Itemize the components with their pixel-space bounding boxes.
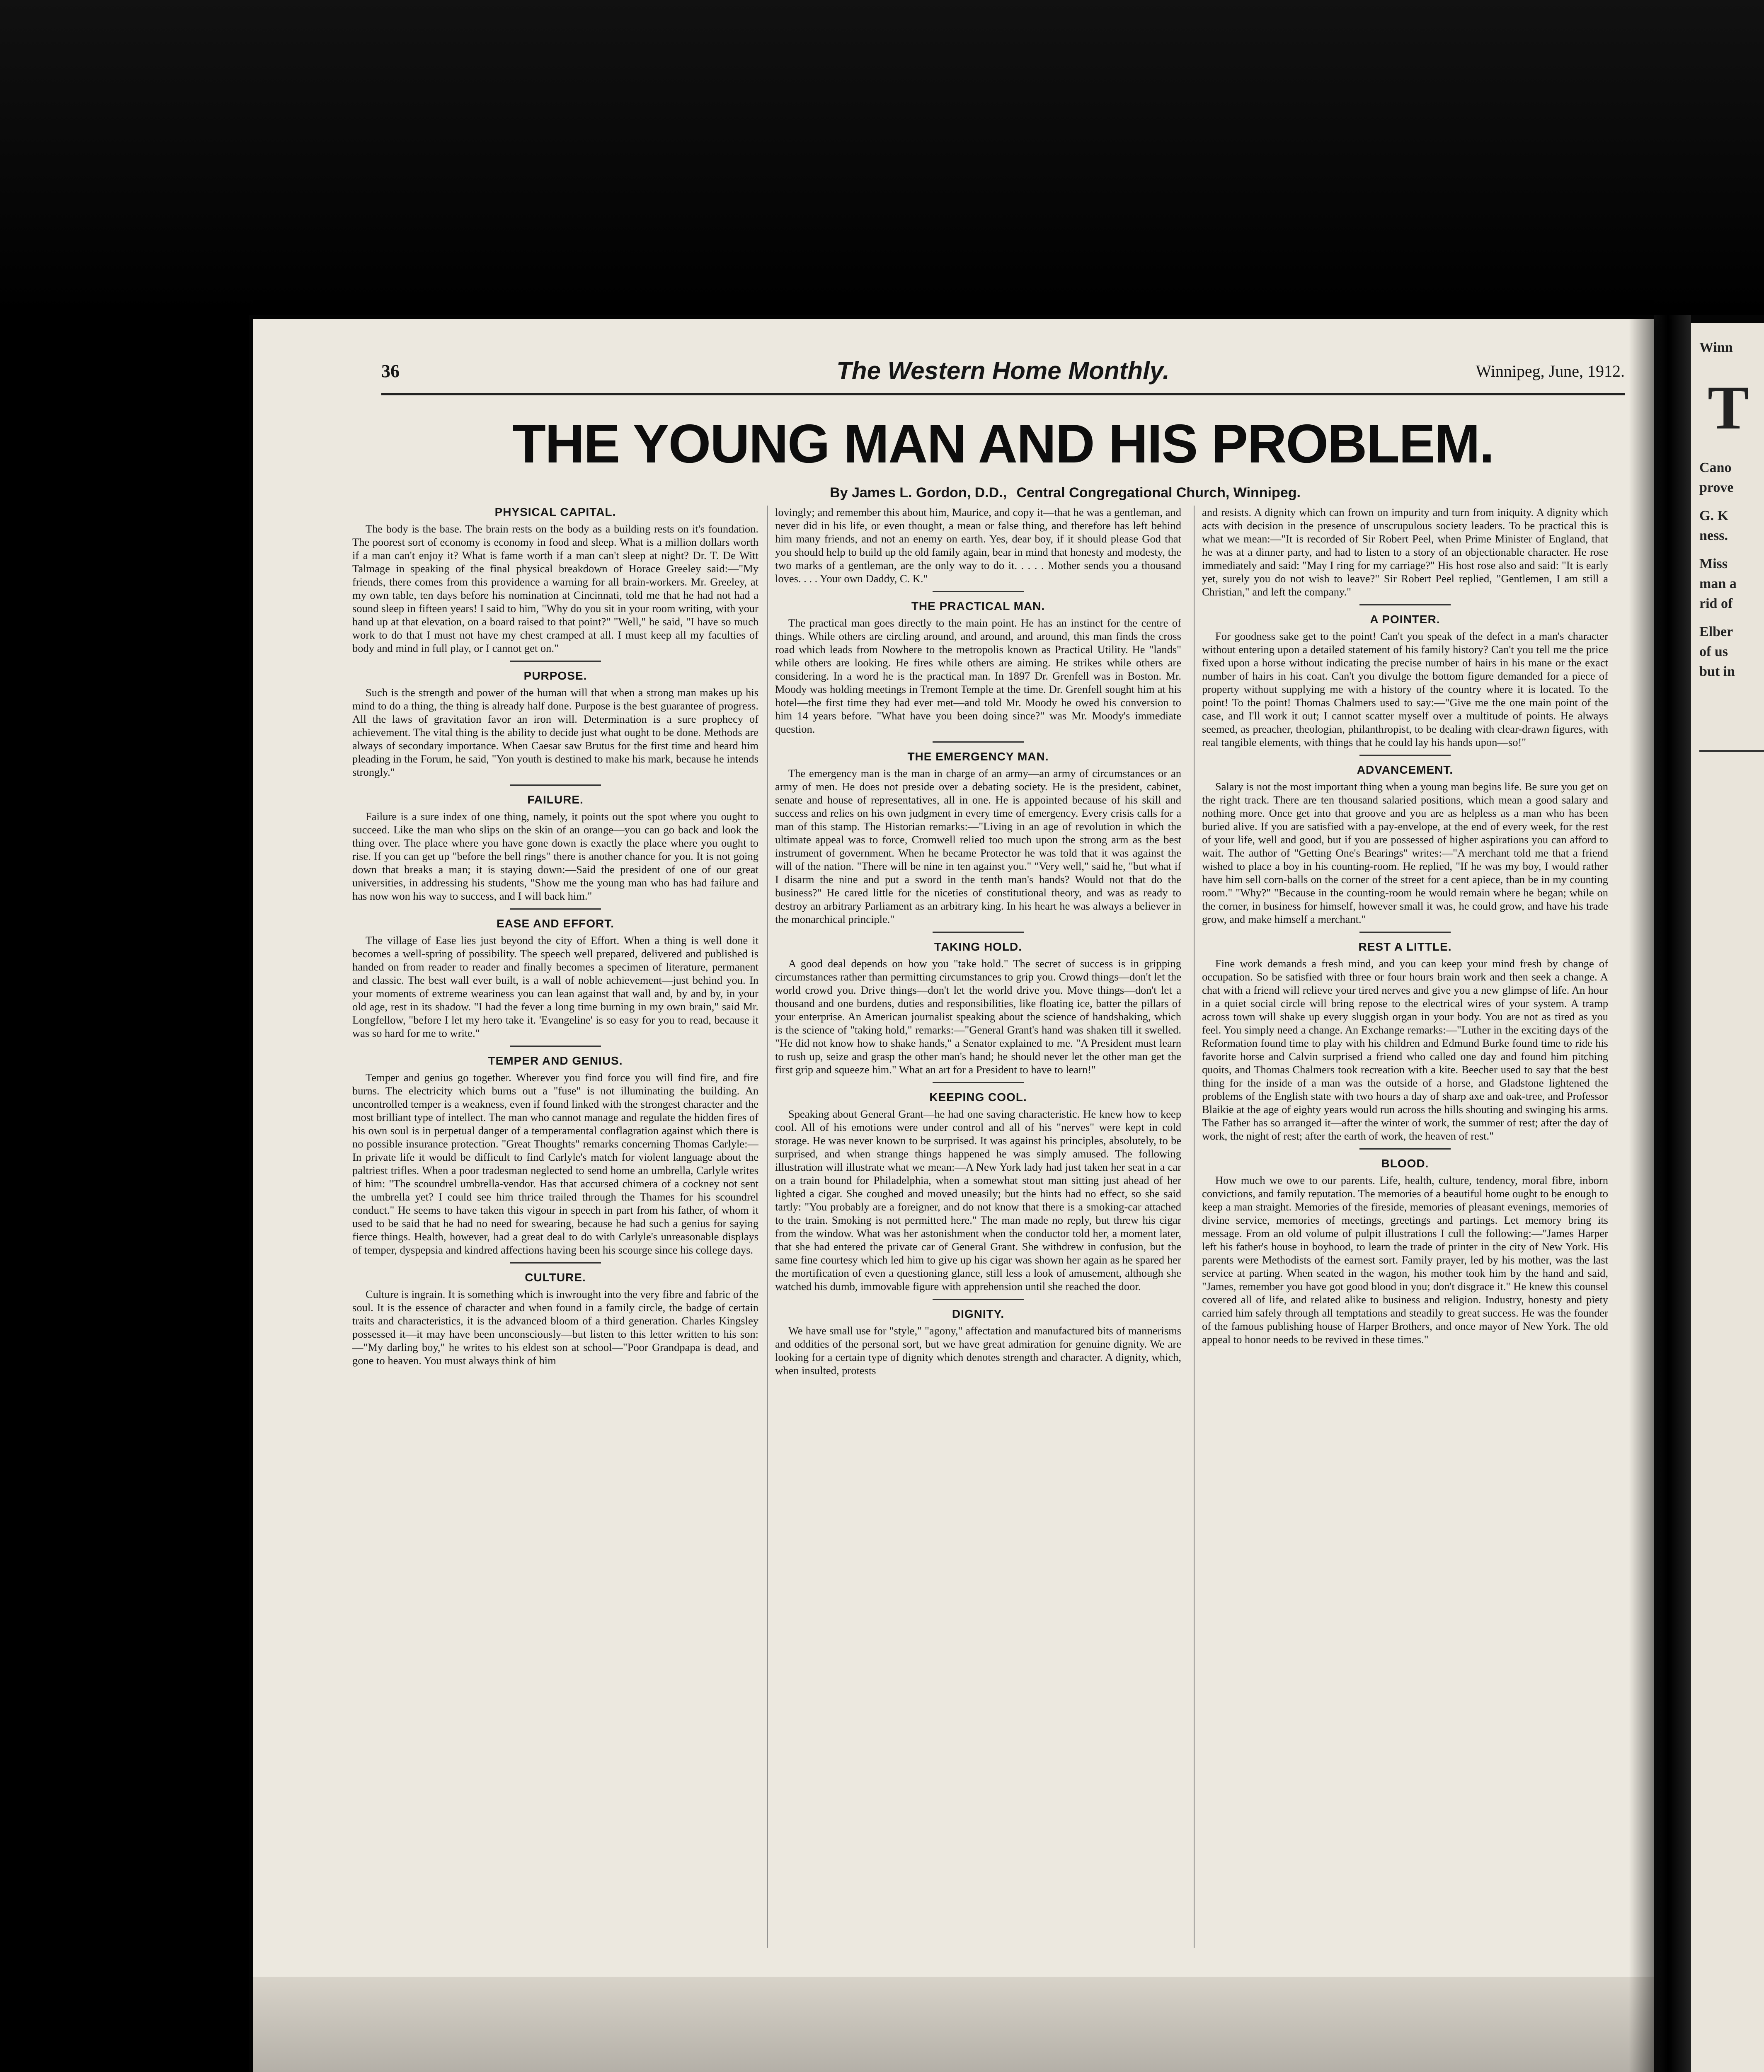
section-paragraph: Failure is a sure index of one thing, namely, it points out the spot where you ought to succeed. Like the man who slips on the skin of an orange—you can go back and look the thing over. The place where you have gone down is exactly the place where you ought to rise. If you can get up "before the bell rings" there is another chance for you. It is not going down that breaks a man; it is staying down:—Said the president of one of our great universities, in addressing his students, "Show me the young man who has had failure and has now won his way to success, and I will back him."	[352, 810, 758, 902]
byline-author: By James L. Gordon, D.D.,	[830, 485, 1007, 501]
section-rule	[1359, 755, 1451, 756]
film-border-top	[0, 0, 1764, 315]
page-bottom-tone	[253, 1977, 1654, 2072]
section-paragraph: Culture is ingrain. It is something which is inwrought into the very fibre and fabric of the soul. It is the essence of character and when found in a family circle, the badge of certain traits and characteristics, it is the advanced bloom of a third generation. Charles Kingsley possessed it—it may have been unconsciously—but listen to this letter written to his son:—"My darling boy," he writes to his eldest son at school—"Poor Grandpapa is dead, and gone to heaven. You must always think of him	[352, 1288, 758, 1367]
section-rule	[933, 932, 1024, 933]
adjacent-fragment: G. K	[1699, 508, 1728, 523]
section-heading: BLOOD.	[1381, 1157, 1429, 1170]
section-heading: EASE AND EFFORT.	[496, 917, 615, 930]
section-paragraph: Such is the strength and power of the human will that when a strong man makes up his mind to do a thing, the thing is already half done. Purpose is the best guarantee of progress. All the laws of gravitation favor an iron will. Determination is a sure prophecy of achievement. The vital thing is the ability to decide just what ought to be done. Methods are always of secondary importance. When Caesar saw Brutus for the first time and heard him pleading in the Forum, he said, "Yon youth is destined to make his mark, because he intends strongly."	[352, 686, 758, 778]
section-paragraph: The village of Ease lies just beyond the city of Effort. When a thing is well done it becomes a well-spring of possibility. The speech well prepared, delivered and published is handed on from reader to reader and finally becomes a specimen of literature, permanent and classic. The best wall ever built, is a wall of noble achievement—just behind you. In your moments of extreme weariness you can lean against that wall and, by and by, in your old age, rest in its shadow. "I had the fever a long time burning in my own brain," said Mr. Longfellow, "before I let my hero take it. 'Evangeline' is so easy for you to read, because it was so hard for me to write."	[352, 934, 758, 1039]
section-rule	[933, 741, 1024, 743]
section-paragraph: Speaking about General Grant—he had one saving characteristic. He knew how to keep cool. All of his emotions were under control and all of his "nerves" were kept in cold storage. He was never known to be surprised. It was against his principles, absolutely, to be surprised, and when strange things happened he was simply amused. The following illustration will illustrate what we mean:—A New York lady had just taken her seat in a car on a train bound for Philadelphia, when a somewhat stout man sitting just ahead of her lighted a cigar. She coughed and moved uneasily; but the hints had no effect, so she said tartly: "You probably are a foreigner, and do not know that there is a smoking-car attached to the train. Smoking is not permitted here." The man made no reply, but threw his cigar from the window. What was her astonishment when the conductor told her, a moment later, that she had entered the private car of General Grant. She withdrew in confusion, but the same fine courtesy which led him to give up his cigar was shown her again as he spared her the mortification of even a questioning glance, still less a look of amusement, although she watched his dumb, immovable figure with apprehension until she reached the door.	[775, 1108, 1181, 1293]
section-rule	[510, 661, 601, 662]
continued-paragraph: and resists. A dignity which can frown on impurity and turn from iniquity. A dignity which acts with decision in the presence of unscrupulous society leaders. To be practical this is what we mean:—"It is recorded of Sir Robert Peel, when Prime Minister of England, that he was at a dinner party, and had to listen to a story of an objectionable character. He rose immediately and said: "May I ring for my carriage?" His host rose also and said: "It is early yet, surely you do not wish to leave?" Sir Robert Peel replied, "Gentlemen, I am still a Christian," and left the company."	[1202, 506, 1608, 598]
adjacent-fragment: Miss	[1699, 556, 1728, 571]
section-rule	[510, 1046, 601, 1047]
article-byline	[381, 485, 1625, 501]
adjacent-headline-letter: T	[1708, 373, 1749, 442]
section-heading: DIGNITY.	[952, 1307, 1005, 1320]
section-rule	[1359, 1148, 1451, 1150]
column-rule	[767, 506, 768, 1948]
adjacent-fragment: rid of	[1699, 596, 1733, 611]
section-paragraph: How much we owe to our parents. Life, health, culture, tendency, moral fibre, inborn convictions, and family reputation. The memories of a beautiful home ought to be enough to keep a man straight. Memories of the fireside, memories of pleasant evenings, memories of divine service, memories of meetings, greetings and partings. Let memory bring its message. From an old volume of pulpit illustrations I cull the following:—"James Harper left his father's house in boyhood, to learn the trade of printer in the city of New York. His parents were Methodists of the earnest sort. Family prayer, led by his mother, was the last service at parting. When seated in the wagon, his mother took him by the hand and said, "James, remember you have got good blood in you; don't disgrace it." He knew this counsel covered all of life, and related alike to business and religion. Industry, honesty and piety carried him safely through all temptations and steadily to great success. He was the founder of the famous publishing house of Harper Brothers, and once mayor of New York. The old appeal to honor needs to be revived in these times."	[1202, 1174, 1608, 1346]
magazine-title: The Western Home Monthly.	[836, 357, 1170, 385]
section-paragraph: Temper and genius go together. Wherever you find force you will find fire, and fire burns. The electricity which burns out a "fuse" is not illuminating the building. An uncontrolled temper is a weakness, even if found linked with the strongest character and the most brilliant type of intellect. The man who cannot manage and regulate the hidden fires of his own soul is in perpetual danger of a temperamental conflagration against which there is no possible insurance protection. "Great Thoughts" remarks concerning Thomas Carlyle:—In private life it would be difficult to find Carlyle's match for violent language about the paltriest trifles. When a poor tradesman neglected to send home an umbrella, Carlyle writes of him: "The scoundrel umbrella-vendor. Has that accursed chimera of a cockney not sent the umbrella yet? I could see him thrice trailed through the Thames for his scoundrel conduct." He seems to have taken this vigour in speech in part from his father, of whom it used to be said that he had no need for swearing, because he had such a genius for saying fierce things. Health, however, had a great deal to do with Carlyle's unreasonable displays of temper, dyspepsia and kindred affections having been his scourge since his college days.	[352, 1071, 758, 1256]
film-border-left	[0, 315, 249, 2072]
adjacent-text-fragments	[1691, 460, 1764, 680]
adjacent-fragment: Cano	[1699, 460, 1732, 475]
section-heading: PHYSICAL CAPITAL.	[494, 506, 616, 518]
section-heading: KEEPING COOL.	[929, 1091, 1027, 1104]
section-heading: FAILURE.	[527, 793, 584, 806]
section-rule	[933, 1082, 1024, 1083]
adjacent-header-fragment: Winn	[1699, 340, 1733, 355]
section-paragraph: The practical man goes directly to the main point. He has an instinct for the centre of things. While others are circling around, and around, and around, this man finds the cross road which leads from Nowhere to the metropolis known as Practical Utility. He "lands" while others are looking. He fires while others are aiming. He strikes while others are considering. In a word he is the practical man. In 1897 Dr. Grenfell was in Boston. Mr. Moody was holding meetings in Tremont Temple at the time. Dr. Grenfell sought him at his hotel—the first time they had ever met—and told Mr. Moody he owed his conversion to him 14 years before. "What have you been doing since?" was Mr. Moody's immediate question.	[775, 617, 1181, 735]
section-heading: CULTURE.	[525, 1271, 586, 1284]
adjacent-fragment: but in	[1699, 664, 1735, 679]
page-number: 36	[381, 361, 400, 381]
section-rule	[510, 908, 601, 910]
section-paragraph: For goodness sake get to the point! Can't you speak of the defect in a man's character without entering upon a detailed statement of his family history? Can't you tell me the price fixed upon a horse without indicating the precise number of hairs in his mane or the exact number of hairs in his coat. Can't you divulge the bottom figure demanded for a piece of property without supplying me with a history of the country where it is located. To the point! To the point! Thomas Chalmers used to say:—"Give me the one main point of the case, and I'll work it out; I cannot scatter myself over a multitude of points. He always seemed, as preacher, theologian, philanthropist, to be dealing with clear-drawn figures, with real tangible elements, with things that he could lay his hands upon—so!"	[1202, 630, 1608, 748]
adjacent-fragment: prove	[1699, 480, 1734, 495]
adjacent-fragment: Elber	[1699, 624, 1733, 639]
section-heading: THE PRACTICAL MAN.	[911, 600, 1045, 612]
section-heading: THE EMERGENCY MAN.	[907, 750, 1049, 763]
book-spine-shadow	[1654, 315, 1691, 2072]
column-1	[352, 506, 758, 1973]
section-paragraph: We have small use for "style," "agony," affectation and manufactured bits of mannerisms and oddities of the personal sort, but we have great admiration for genuine dignity. We are looking for a certain type of dignity which denotes strength and character. A dignity, which, when insulted, protests	[775, 1324, 1181, 1377]
adjacent-fragment: of us	[1699, 644, 1728, 659]
continued-paragraph: lovingly; and remember this about him, Maurice, and copy it—that he was a gentleman, and never did in his life, or even thought, a mean or false thing, and therefore has left behind him many friends, and not an enemy on earth. Yes, dear boy, if it should please God that you should help to build up the old family again, bear in mind that honesty and modesty, the two marks of a gentleman, are the only way to do it. . . . . Mother sends you a thousand loves. . . . Your own Daddy, C. K."	[775, 506, 1181, 585]
section-rule	[510, 1262, 601, 1264]
section-paragraph: The body is the base. The brain rests on the body as a building rests on it's foundation. The poorest sort of economy is economy in food and sleep. What is a million dollars worth if a man can't enjoy it? What is fame worth if a man can't sleep at night? Dr. T. De Witt Talmage in speaking of the final physical breakdown of Horace Greeley said:—"My friends, there comes from this providence a warning for all brain-workers. Mr. Greeley, at my own table, ten days before his nomination at Cincinnati, told me that he had not had a sound sleep in fifteen years! I said to him, "Why do you sit in your room writing, with your hand up at that elevation, on a board raised to that point?" "Well," he said, "I have so much work to do that I must not have my chest cramped at all. I must keep all my faculties of body and mind in full play, or I cannot get on."	[352, 523, 758, 654]
section-rule	[510, 784, 601, 786]
section-paragraph: A good deal depends on how you "take hold." The secret of success is in gripping circumstances rather than permitting circumstances to grip you. Crowd things—don't let the world crowd you. Drive things—don't let the world drive you. Move things—don't let a thousand and one burdens, duties and responsibilities, like floating ice, batter the pillars of your enterprise. An American journalist speaking about the science of handshaking, which is the science of "taking hold," remarks:—"General Grant's hand was shaken till it swelled. "He did not know how to shake hands," a Senator explained to me. "A President must learn to rush up, seize and grasp the other man's hand; he should never let the other man get the first grip and squeeze him." What an art for a President to have to learn!"	[775, 957, 1181, 1076]
section-heading: TAKING HOLD.	[934, 940, 1023, 953]
section-heading: PURPOSE.	[523, 669, 587, 682]
byline-church: Central Congregational Church, Winnipeg.	[1016, 485, 1301, 501]
section-heading: TEMPER AND GENIUS.	[488, 1054, 623, 1067]
page-fold-shadow	[1629, 319, 1654, 2072]
section-paragraph: Salary is not the most important thing when a young man begins life. Be sure you get on the right track. There are ten thousand salaried positions, which mean a good salary and nothing more. Once get into that groove and you are as helpless as a man who has been buried alive. If you are satisfied with a pay-envelope, at the end of every week, for the rest of your life, well and good, but if you are possessed of higher aspirations you can afford to wait. The author of "Getting One's Bearings" writes:—"A merchant told me that a friend wished to place a boy in his counting-room. He replied, "If he was my boy, I would rather have him sell corn-balls on the corner of the street for a cent apiece, than be in my counting room." "Why?" "Because in the counting-room he would remain where he began; while on the corner, in business for himself, however small it was, he could grow, and have his trade grow, and make himself a merchant."	[1202, 780, 1608, 925]
section-heading: REST A LITTLE.	[1358, 940, 1452, 953]
section-heading: A POINTER.	[1370, 613, 1440, 626]
section-paragraph: Fine work demands a fresh mind, and you can keep your mind fresh by change of occupation. So be satisfied with three or four hours brain work and then seek a change. A chat with a friend will relieve your tired nerves and give you a new glimpse of life. An hour in a quiet social circle will bring repose to the electrical wires of your system. A tramp across town will shake up every sluggish organ in your body. You are not as tired as you feel. You simply need a change. An Exchange remarks:—"Luther in the exciting days of the Reformation found time to play with his children and Edmund Burke found time to ride his favorite horse and Calvin surprised a friend who called one day and found him pitching quoits, and Thomas Chalmers took recreation with a kite. Beecher used to say that the best thing for the inside of a man was the outside of a horse, and Gladstone lightened the problems of the English state with two hours a day of sharp axe and oak-tree, and Professor Blaikie at the age of eighty years would run across the hills shouting and swinging his arms. The Father has so arranged it—after the winter of work, the summer of rest; after the day of work, the night of rest; after the earth of work, the heaven of rest."	[1202, 957, 1608, 1142]
adjacent-fragment: man a	[1699, 576, 1737, 591]
section-heading: ADVANCEMENT.	[1357, 763, 1454, 776]
section-rule	[933, 591, 1024, 592]
column-3	[1202, 506, 1608, 1973]
header-rule	[381, 393, 1625, 395]
adjacent-page-fragment	[1691, 323, 1764, 2072]
magazine-page	[253, 319, 1654, 2072]
article-headline: THE YOUNG MAN AND HIS PROBLEM.	[512, 413, 1494, 474]
column-2	[775, 506, 1181, 1973]
section-rule	[1359, 932, 1451, 933]
issue-date: Winnipeg, June, 1912.	[1476, 362, 1625, 380]
section-paragraph: The emergency man is the man in charge of an army—an army of circumstances or an army of men. He does not preside over a debating society. He is the president, cabinet, senate and house of representatives, all in one. He is appointed because of his skill and success and relies on his own judgment in every time of emergency. Every crisis calls for a man of this stamp. The Historian remarks:—"Living in an age of revolution in which the ultimate appeal was to force, Cromwell relied too much upon the strong arm as the best instrument of government. When he became Protector he was told that it was against the will of the nation. "There will be nine in ten against you." "Very well," said he, "but what if I disarm the nine and put a sword in the tenth man's hands? Would not that do the business?" He cared little for the niceties of constitutional theory, and was as ready to destroy an arbitrary Parliament as an arbitrary king. In his heart he was always a believer in the monarchical principle."	[775, 767, 1181, 925]
running-header	[381, 356, 1625, 390]
section-rule	[1359, 604, 1451, 605]
section-rule	[933, 1299, 1024, 1300]
column-rule	[1194, 506, 1195, 1948]
adjacent-rule	[1699, 750, 1764, 752]
adjacent-fragment: ness.	[1699, 528, 1728, 543]
